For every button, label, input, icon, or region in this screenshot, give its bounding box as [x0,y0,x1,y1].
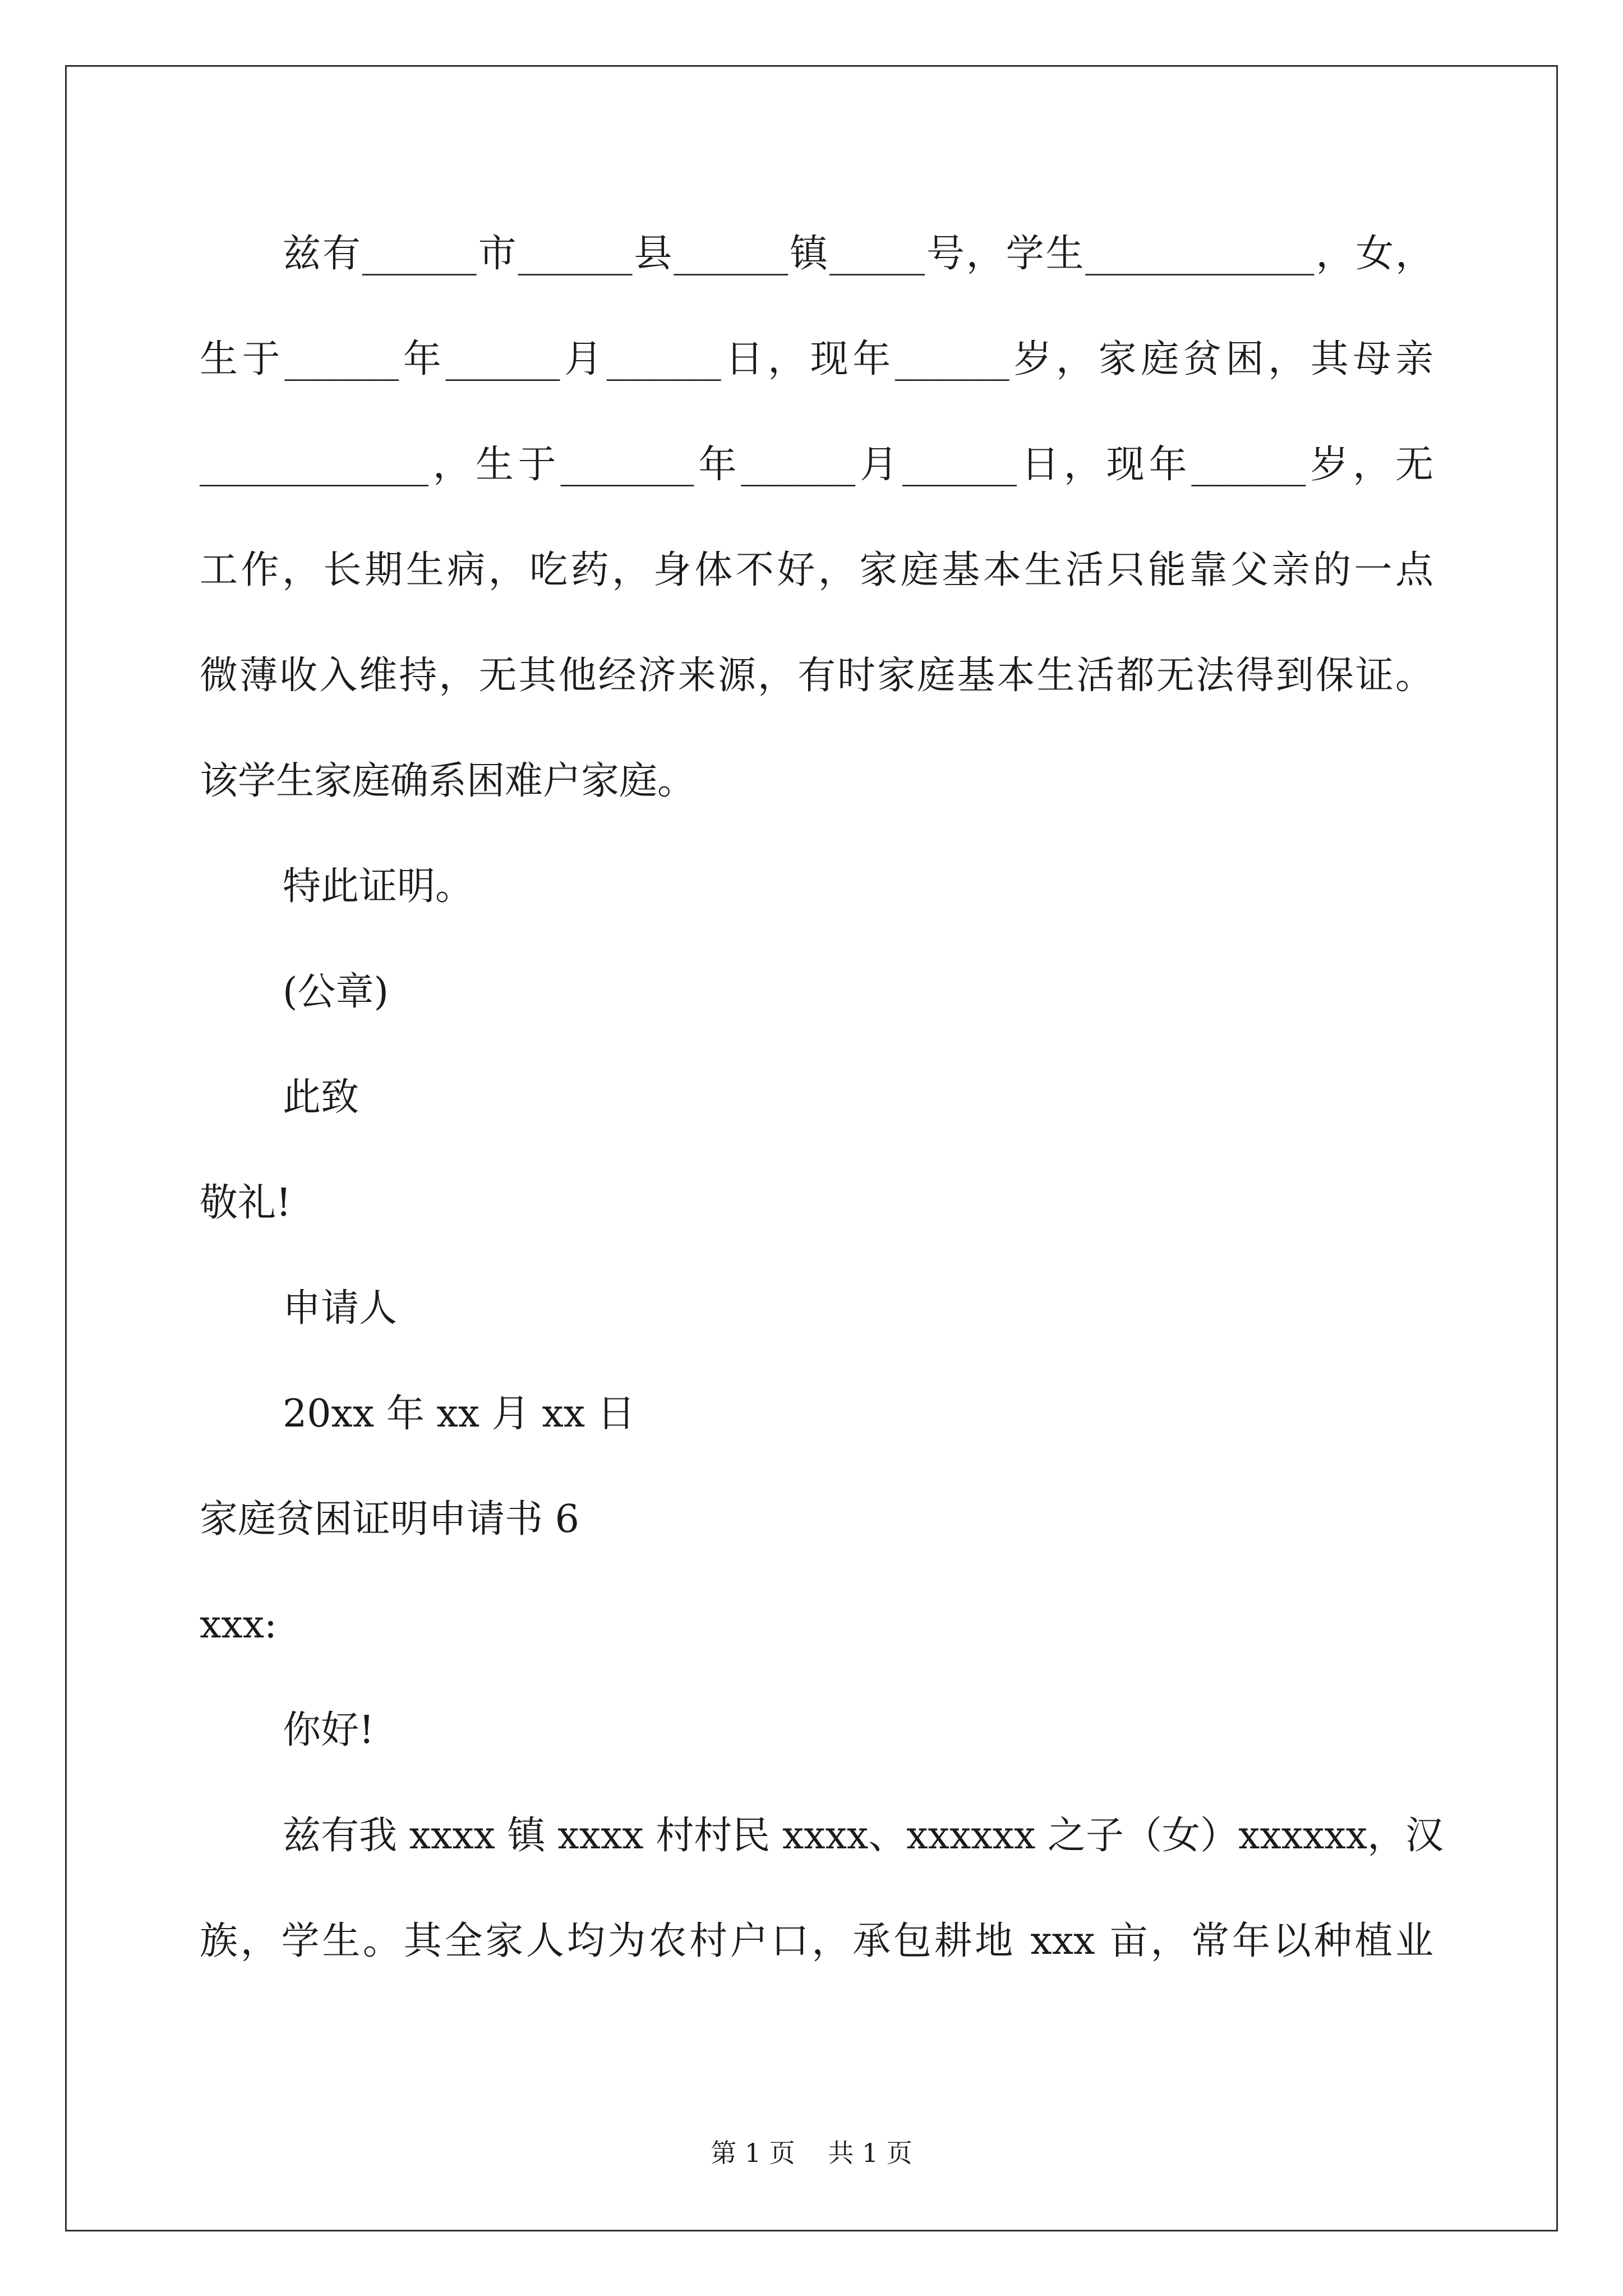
paragraph2-line-1: 兹有我 xxxx 镇 xxxx 村村民 xxxx、xxxxxx 之子（女）xxxxxx，汉 [283,1814,1444,1858]
section-title: 家庭贫困证明申请书 6 [200,1497,579,1542]
date-line: 20xx 年 xx 月 xx 日 [283,1392,635,1436]
greeting-line: 你好! [283,1708,375,1752]
paragraph-line-6: 该学生家庭确系困难户家庭。 [200,759,696,803]
paragraph-line-4: 工作，长期生病，吃药，身体不好，家庭基本生活只能靠父亲的一点 [200,548,1433,592]
paragraph-line-2: 生于______年______月______日，现年______岁，家庭贫困，其母亲 [200,337,1433,381]
paragraph-line-3: ____________，生于_______年______月______日，现年______岁，无 [200,443,1433,487]
official-seal-label: (公章) [283,970,389,1014]
page-footer: 第 1 页 共 1 页 [711,2138,912,2168]
applicant-label: 申请人 [283,1286,398,1331]
recipient-line: xxx: [200,1603,277,1647]
paragraph-line-1: 兹有______市______县______镇_____号，学生____________，女， [283,232,1433,276]
salutation-jingli: 敬礼! [200,1181,292,1225]
closing-certify: 特此证明。 [283,864,474,909]
salutation-cizhi: 此致 [283,1075,359,1120]
page-border [65,65,1558,2231]
paragraph2-line-2: 族，学生。其全家人均为农村户口，承包耕地 xxx 亩，常年以种植业 [200,1919,1433,1963]
paragraph-line-5: 微薄收入维持，无其他经济来源，有时家庭基本生活都无法得到保证。 [200,654,1433,698]
